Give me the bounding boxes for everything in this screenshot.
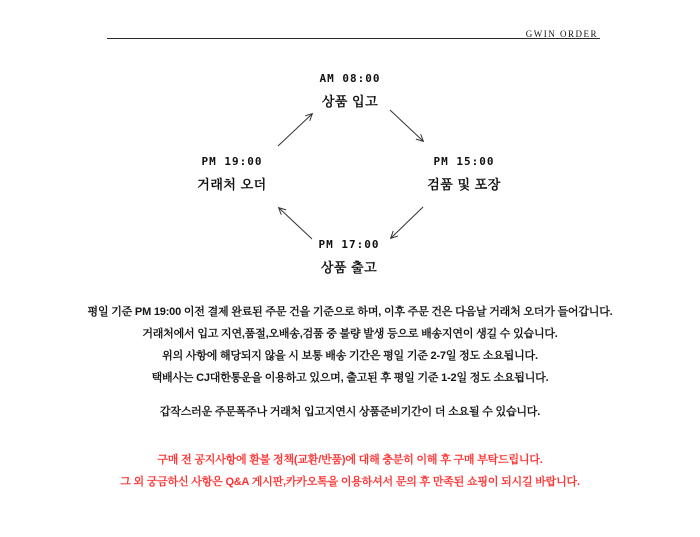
notice-line: 거래처에서 입고 지연,품절,오배송,검품 중 불량 발생 등으로 배송지연이 생길 수 있습니다.: [142, 328, 558, 340]
warning-line: 구매 전 공지사항에 환불 정책(교환/반품)에 대해 충분히 이해 후 구매 부탁드립니다.: [157, 454, 543, 466]
arrow-up-left-icon: [279, 208, 312, 239]
node-label: 상품 출고: [320, 260, 378, 275]
node-time: PM 15:00: [433, 155, 495, 168]
node-label: 검품 및 포장: [427, 177, 501, 192]
notice-line: 택배사는 CJ대한통운을 이용하고 있으며, 출고된 후 평일 기준 1-2일 정도 소요됩니다.: [151, 372, 549, 384]
notice-line: 갑작스러운 주문폭주나 거래처 입고지연시 상품준비기간이 더 소요될 수 있습니다.: [159, 406, 541, 418]
node-label: 상품 입고: [321, 94, 379, 109]
node-time: PM 17:00: [318, 238, 380, 251]
page-title: GWIN ORDER: [525, 29, 598, 39]
notice-line: 평일 기준 PM 19:00 이전 결제 완료된 주문 건을 기준으로 하며, 이후 주문 건은 다음날 거래처 오더가 들어갑니다.: [87, 306, 613, 318]
arrow-down-left-icon: [391, 207, 423, 238]
warning-line: 그 외 궁금하신 사항은 Q&A 게시판,카카오톡을 이용하셔서 문의 후 만족된 쇼핑이 되시길 바랍니다.: [120, 476, 580, 488]
node-time: PM 19:00: [201, 155, 263, 168]
node-time: AM 08:00: [319, 72, 381, 85]
arrow-down-right-icon: [390, 110, 423, 141]
arrow-up-right-icon: [278, 114, 312, 146]
node-label: 거래처 오더: [197, 177, 267, 192]
notice-line: 위의 사항에 해당되지 않을 시 보통 배송 기간은 평일 기준 2-7일 정도 소요됩니다.: [162, 350, 538, 362]
